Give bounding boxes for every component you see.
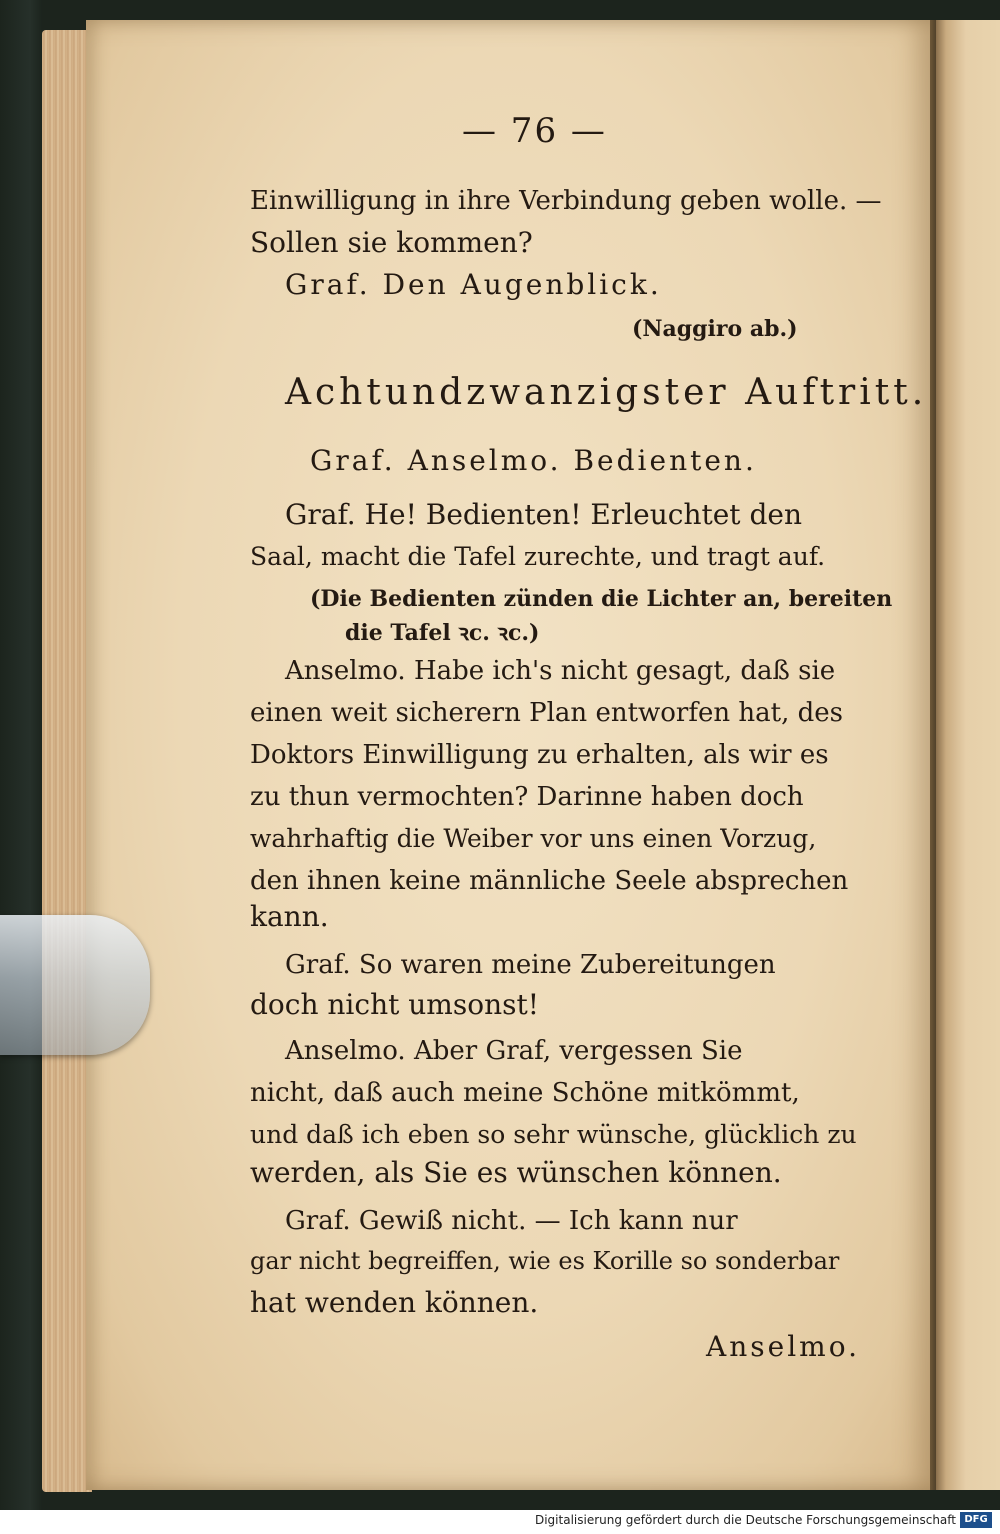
- text-line-1: Einwilligung in ihre Verbindung geben wolle. —: [250, 186, 882, 216]
- text-line-11: Anselmo. Habe ich's nicht gesagt, daß sie: [285, 656, 836, 686]
- text-line-24: Graf. Gewiß nicht. — Ich kann nur: [285, 1206, 738, 1236]
- stage-direction-1: (Naggiro ab.): [632, 316, 798, 342]
- text-line-7: Graf. He! Bedienten! Erleuchtet den: [285, 498, 802, 531]
- text-line-2: Sollen sie kommen?: [250, 226, 533, 259]
- text-line-15: wahrhaftig die Weiber vor uns einen Vorzug,: [250, 824, 817, 853]
- catchword: Anselmo.: [706, 1330, 860, 1363]
- text-line-3: Graf. Den Augenblick.: [285, 268, 662, 301]
- text-line-16: den ihnen keine männliche Seele absprechen: [250, 866, 849, 896]
- footer-credit: Digitalisierung gefördert durch die Deutsche Forschungsgemeinschaft: [534, 1513, 956, 1527]
- page-edges: [42, 30, 92, 1492]
- text-line-26: hat wenden können.: [250, 1286, 539, 1319]
- text-line-14: zu thun vermochten? Darinne haben doch: [250, 782, 804, 812]
- scene-characters: Graf. Anselmo. Bedienten.: [310, 444, 757, 477]
- text-line-23: werden, als Sie es wünschen können.: [250, 1156, 782, 1189]
- facing-page-edge: [936, 20, 1000, 1490]
- dfg-logo: DFG: [960, 1512, 992, 1528]
- stage-direction-2: (Die Bedienten zünden die Lichter an, bereiten: [310, 586, 893, 612]
- text-line-20: Anselmo. Aber Graf, vergessen Sie: [285, 1036, 743, 1066]
- text-line-21: nicht, daß auch meine Schöne mitkömmt,: [250, 1078, 800, 1108]
- stage-direction-3: die Tafel ꝛc. ꝛc.): [345, 620, 540, 646]
- scene-heading: Achtundzwanzigster Auftritt.: [285, 372, 928, 413]
- text-line-22: und daß ich eben so sehr wünsche, glücklich zu: [250, 1120, 857, 1149]
- page-number: — 76 —: [462, 111, 607, 151]
- text-line-19: doch nicht umsonst!: [250, 988, 539, 1021]
- text-line-12: einen weit sicherern Plan entworfen hat, des: [250, 698, 843, 728]
- page-clip: [0, 915, 150, 1055]
- text-line-8: Saal, macht die Tafel zurechte, und tragt auf.: [250, 542, 826, 571]
- text-line-17: kann.: [250, 900, 329, 933]
- text-line-18: Graf. So waren meine Zubereitungen: [285, 950, 776, 980]
- text-line-13: Doktors Einwilligung zu erhalten, als wir es: [250, 740, 829, 770]
- text-line-25: gar nicht begreiffen, wie es Korille so sonderbar: [250, 1247, 840, 1275]
